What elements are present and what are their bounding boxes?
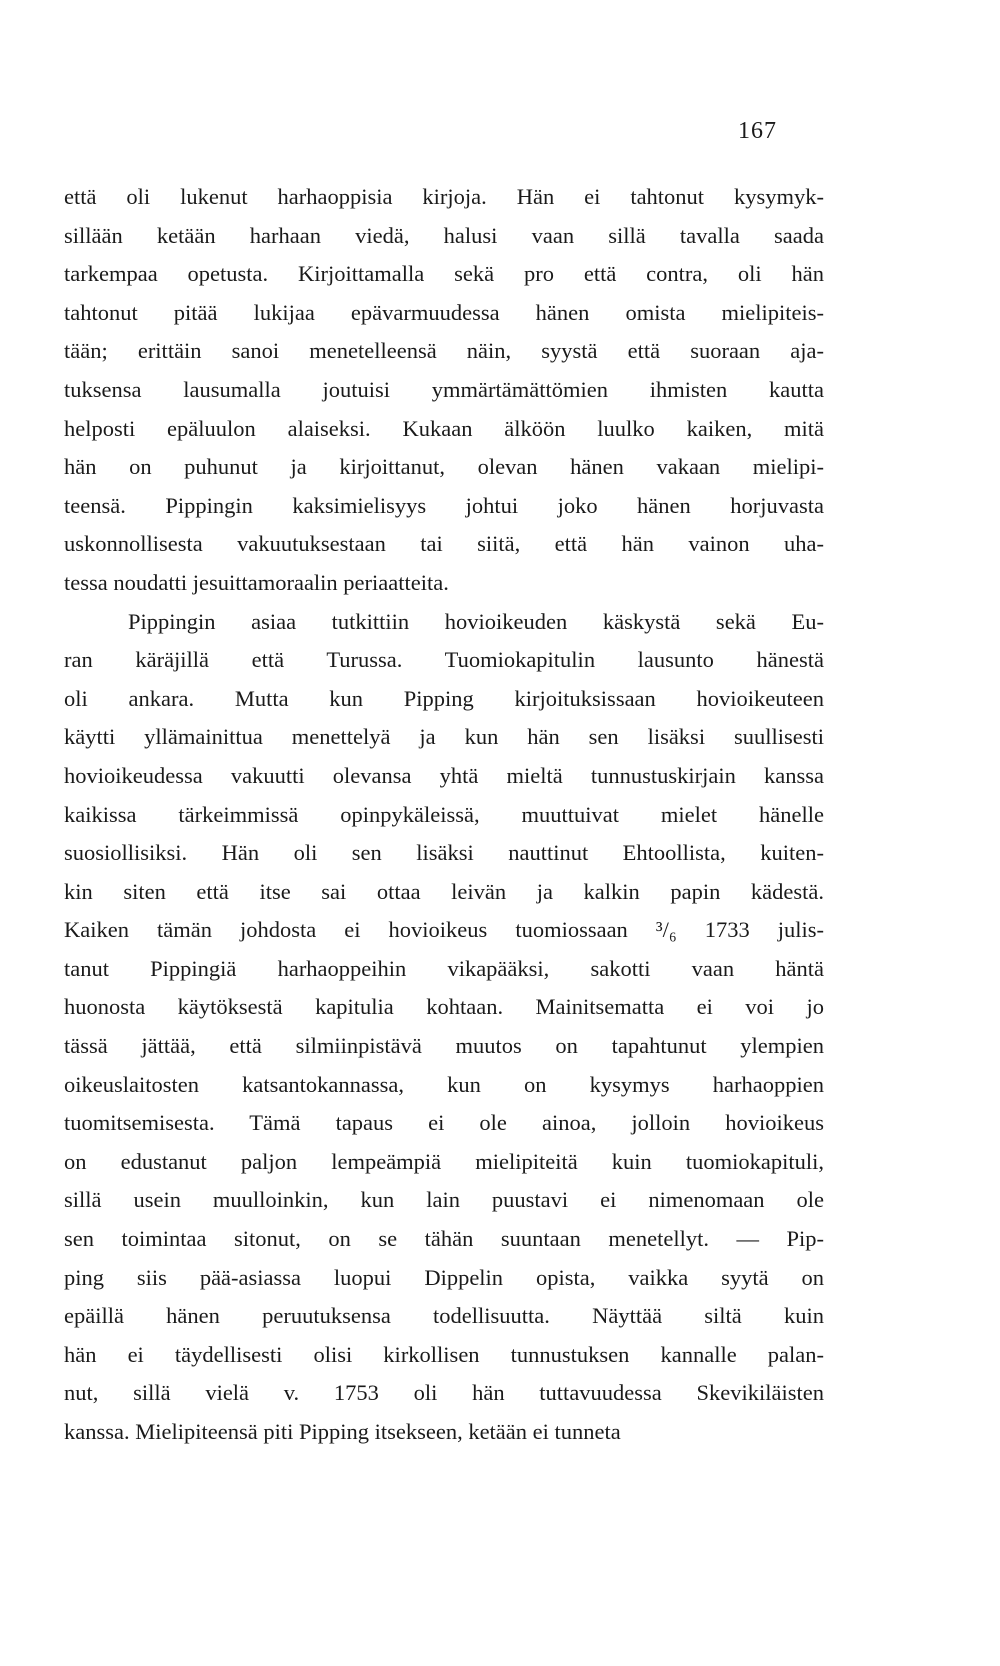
- body-text: [64, 178, 824, 1452]
- text-line: hovioikeudessa vakuutti olevansa yhtä mieltä tunnustuskirjain kanssa: [64, 762, 824, 788]
- text-line: nut, sillä vielä v. 1753 oli hän tuttavuudessa Skevikiläisten: [64, 1380, 824, 1406]
- paragraph: [64, 178, 824, 603]
- text-line: epäillä hänen peruutuksensa todellisuutta. Näyttää siltä kuin: [64, 1303, 824, 1329]
- text-line: huonosta käytöksestä kapitulia kohtaan. Mainitsematta ei voi jo: [64, 994, 824, 1020]
- text-line: tuksensa lausumalla joutuisi ymmärtämättömien ihmisten kautta: [64, 376, 824, 402]
- page-number: 167: [738, 118, 777, 144]
- text-line: tuomitsemisesta. Tämä tapaus ei ole ainoa, jolloin hovioikeus: [64, 1110, 824, 1136]
- text-line: sen toimintaa sitonut, on se tähän suuntaan menetellyt. — Pip-: [64, 1226, 824, 1252]
- text-line: uskonnollisesta vakuutuksestaan tai siitä, että hän vainon uha-: [64, 531, 824, 557]
- text-line: on edustanut paljon lempeämpiä mielipiteitä kuin tuomiokapituli,: [64, 1148, 824, 1174]
- text-line: Kaiken tämän johdosta ei hovioikeus tuomiossaan ³/₆ 1733 julis-: [64, 917, 824, 943]
- text-line: ping siis pää-asiassa luopui Dippelin opista, vaikka syytä on: [64, 1264, 824, 1290]
- text-line: tarkempaa opetusta. Kirjoittamalla sekä pro että contra, oli hän: [64, 261, 824, 287]
- text-line: käytti yllämainittua menettelyä ja kun hän sen lisäksi suullisesti: [64, 724, 824, 750]
- text-line: suosiollisiksi. Hän oli sen lisäksi nauttinut Ehtoollista, kuiten-: [64, 840, 824, 866]
- text-line: tään; erittäin sanoi menetelleensä näin, syystä että suoraan aja-: [64, 338, 824, 364]
- text-line: kanssa. Mielipiteensä piti Pipping itsekseen, ketään ei tunneta: [64, 1419, 621, 1444]
- paragraph: [64, 603, 824, 1452]
- text-line: helposti epäluulon alaiseksi. Kukaan älköön luulko kaiken, mitä: [64, 415, 824, 441]
- text-line: kin siten että itse sai ottaa leivän ja kalkin papin kädestä.: [64, 878, 824, 904]
- text-line: tahtonut pitää lukijaa epävarmuudessa hänen omista mielipiteis-: [64, 299, 824, 325]
- text-line: kaikissa tärkeimmissä opinpykäleissä, muuttuivat mielet hänelle: [64, 801, 824, 827]
- text-line: sillään ketään harhaan viedä, halusi vaan sillä tavalla saada: [64, 222, 824, 248]
- text-line: tanut Pippingiä harhaoppeihin vikapääksi, sakotti vaan häntä: [64, 955, 824, 981]
- text-line: teensä. Pippingin kaksimielisyys johtui joko hänen horjuvasta: [64, 492, 824, 518]
- text-line: että oli lukenut harhaoppisia kirjoja. Hän ei tahtonut kysymyk-: [64, 184, 824, 209]
- text-line: oli ankara. Mutta kun Pipping kirjoituksissaan hovioikeuteen: [64, 685, 824, 711]
- text-line: Pippingin asiaa tutkittiin hovioikeuden käskystä sekä Eu-: [128, 608, 824, 634]
- text-line: hän on puhunut ja kirjoittanut, olevan hänen vakaan mielipi-: [64, 454, 824, 480]
- text-line: hän ei täydellisesti olisi kirkollisen tunnustuksen kannalle palan-: [64, 1341, 824, 1367]
- text-line: tessa noudatti jesuittamoraalin periaatteita.: [64, 569, 449, 595]
- text-line: sillä usein muulloinkin, kun lain puustavi ei nimenomaan ole: [64, 1187, 824, 1213]
- text-line: ran käräjillä että Turussa. Tuomiokapitulin lausunto hänestä: [64, 647, 824, 673]
- text-line: tässä jättää, että silmiinpistävä muutos on tapahtunut ylempien: [64, 1033, 824, 1059]
- text-line: oikeuslaitosten katsantokannassa, kun on kysymys harhaoppien: [64, 1071, 824, 1097]
